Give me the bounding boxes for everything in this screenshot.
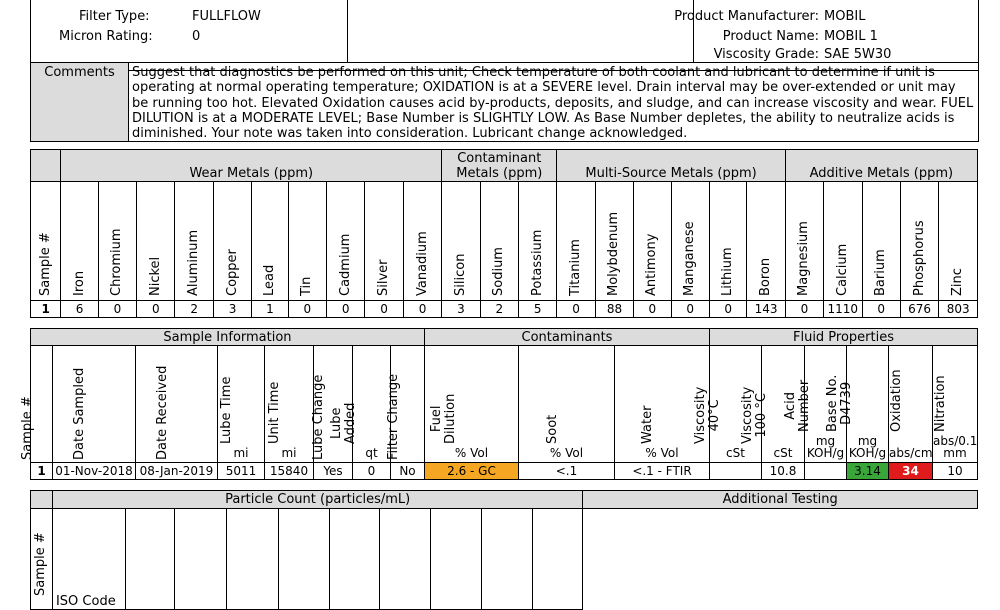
metal-lead-header-cell xyxy=(252,182,288,301)
particle-cell xyxy=(380,509,431,610)
value-lube-added: 0 xyxy=(353,463,391,480)
col-oxidation-unit: abs/cm xyxy=(889,446,933,461)
col-base-no-d4739-header-cell xyxy=(824,346,889,463)
metal-value-magnesium: 0 xyxy=(785,301,823,318)
metal-phosphorus-header-cell xyxy=(900,182,938,301)
particle-cell xyxy=(481,509,532,610)
particle-cell xyxy=(329,509,380,610)
metal-calcium-header-cell xyxy=(824,182,862,301)
col-soot-header-cell xyxy=(519,346,615,463)
particle-cell xyxy=(227,509,279,610)
col-filter-change-header: Filter Change xyxy=(385,373,401,460)
value-fuel-dilution: 2.6 - GC xyxy=(425,463,519,480)
contaminants-header: Contaminants xyxy=(425,329,710,346)
metal-titanium-header: Titanium xyxy=(568,239,584,296)
col-unit-time-unit: mi xyxy=(281,446,297,461)
particle-corner xyxy=(31,491,53,509)
metal-value-molybdenum: 88 xyxy=(595,301,633,318)
viscosity-grade-label: Viscosity Grade: xyxy=(713,47,819,62)
metal-sodium-header: Sodium xyxy=(491,247,507,296)
metal-tin-header-cell xyxy=(288,182,326,301)
metal-potassium-header-cell xyxy=(518,182,556,301)
iso-code-cell xyxy=(52,509,125,610)
product-name-label: Product Name: xyxy=(722,29,819,44)
col-base-no-d4739-header: Base No. D4739 xyxy=(824,374,854,432)
metal-value-sodium: 2 xyxy=(480,301,518,318)
particle-sample-header: Sample # xyxy=(33,532,49,596)
metal-value-tin: 0 xyxy=(288,301,326,318)
col-soot-header: Soot xyxy=(544,414,560,444)
viscosity-grade-value: SAE 5W30 xyxy=(824,47,892,62)
metal-value-aluminum: 2 xyxy=(175,301,213,318)
metal-value-manganese: 0 xyxy=(671,301,709,318)
metal-silicon-header-cell xyxy=(442,182,480,301)
metal-potassium-header: Potassium xyxy=(529,229,545,296)
col-filter-change-header-cell xyxy=(385,346,425,463)
blank-info-cell xyxy=(348,0,694,62)
additional-testing-body xyxy=(583,509,978,610)
col-fuel-dilution-header: Fuel Dilution xyxy=(428,393,458,444)
metal-copper-header-cell xyxy=(213,182,251,301)
manufacturer-value: MOBIL xyxy=(824,9,866,24)
metal-copper-header: Copper xyxy=(224,249,240,296)
value-soot: <.1 xyxy=(519,463,615,480)
metal-lithium-header: Lithium xyxy=(720,247,736,296)
filter-info xyxy=(31,0,348,62)
metal-nickel-header: Nickel xyxy=(147,256,163,296)
metal-titanium-header-cell xyxy=(557,182,595,301)
col-viscosity-40-c-unit: cSt xyxy=(726,446,745,461)
value-date-received: 08-Jan-2019 xyxy=(136,463,218,480)
metal-aluminum-header-cell xyxy=(175,182,213,301)
manufacturer-label: Product Manufacturer: xyxy=(674,9,819,24)
col-date-sampled-header: Date Sampled xyxy=(72,367,87,460)
product-info-panel xyxy=(30,0,979,71)
metal-iron-header-cell xyxy=(61,182,98,301)
metal-magnesium-header: Magnesium xyxy=(796,221,812,296)
col-water-header: Water xyxy=(640,405,655,444)
value-unit-time: 15840 xyxy=(265,463,314,480)
metal-magnesium-header-cell xyxy=(785,182,823,301)
col-date-sampled-header-cell xyxy=(53,346,136,463)
col-lube-time-unit: mi xyxy=(233,446,249,461)
metal-value-lithium: 0 xyxy=(709,301,746,318)
metal-value-calcium: 1110 xyxy=(824,301,862,318)
metal-value-antimony: 0 xyxy=(634,301,671,318)
metal-chromium-header-cell xyxy=(98,182,136,301)
metal-value-titanium: 0 xyxy=(557,301,595,318)
metal-nickel-header-cell xyxy=(137,182,175,301)
col-nitration-header-cell xyxy=(933,346,978,463)
particle-cell xyxy=(175,509,227,610)
contaminant-metals-header: Contaminant Metals (ppm) xyxy=(442,150,557,182)
comments-text: Suggest that diagnostics be performed on this unit; Check temperature of both coolant and lubricant to determine if unit is operating at normal operating temperature; OXIDATION is at a SEVERE level. Drain interval may be over-extended or unit may be running too hot. Elevated Oxidation causes acid by-products, deposits, and sludge, and can increase viscosity and wear. FUEL DILUTION is at a MODERATE LEVEL; Base Number is SLIGHTLY LOW. As Base Number depletes, the ability to neutralize acids is diminished. Your note was taken into consideration. Lubricant change acknowledged. xyxy=(132,65,974,142)
metal-value-nickel: 0 xyxy=(137,301,175,318)
col-viscosity-40-c-header: Viscosity 40°C xyxy=(692,386,722,444)
value-date-sampled: 01-Nov-2018 xyxy=(53,463,136,480)
metal-value-chromium: 0 xyxy=(98,301,136,318)
filter-type-value: FULLFLOW xyxy=(192,9,261,24)
col-nitration-unit: abs/0.1 mm xyxy=(933,433,978,461)
metal-antimony-header: Antimony xyxy=(644,233,660,296)
col-date-received-header: Date Received xyxy=(154,365,170,460)
metal-manganese-header: Manganese xyxy=(682,221,698,296)
metal-value-potassium: 5 xyxy=(518,301,556,318)
col-unit-time-header-cell xyxy=(265,346,314,463)
metal-zinc-header-cell xyxy=(939,182,978,301)
metals-sample-header: Sample # xyxy=(37,232,53,296)
col-lube-time-header-cell xyxy=(218,346,265,463)
particle-count-table xyxy=(30,490,978,610)
iso-code-label: ISO Code xyxy=(55,594,116,609)
micron-rating-label: Micron Rating: xyxy=(59,29,153,44)
fluid-properties-header: Fluid Properties xyxy=(710,329,978,346)
col-water-unit: % Vol xyxy=(645,446,679,461)
metal-boron-header: Boron xyxy=(758,257,774,296)
metal-silver-header-cell xyxy=(365,182,403,301)
col-lube-time-header: Lube Time xyxy=(219,376,234,444)
metal-cadmium-header-cell xyxy=(327,182,365,301)
metal-lead-header: Lead xyxy=(261,264,277,296)
value-nitration: 10 xyxy=(933,463,978,480)
product-name-value: MOBIL 1 xyxy=(824,29,878,44)
col-sample-header: Sample # xyxy=(19,396,35,460)
wear-metals-header: Wear Metals (ppm) xyxy=(61,150,442,182)
value-filter-change: No xyxy=(391,463,425,480)
metal-value-phosphorus: 676 xyxy=(900,301,938,318)
col-oxidation-header: Oxidation xyxy=(888,369,904,432)
col-fuel-dilution-header-cell xyxy=(425,346,519,463)
col-date-received-header-cell xyxy=(136,346,218,463)
metal-tin-header: Tin xyxy=(299,276,315,296)
metal-value-zinc: 803 xyxy=(939,301,978,318)
metals-table xyxy=(30,149,978,318)
particle-count-header: Particle Count (particles/mL) xyxy=(52,491,582,509)
col-acid-number-header: Acid Number xyxy=(782,379,812,432)
additional-testing-header: Additional Testing xyxy=(583,491,978,509)
metal-silicon-header: Silicon xyxy=(452,253,468,296)
metal-value-silver: 0 xyxy=(365,301,403,318)
micron-rating-value: 0 xyxy=(192,29,201,44)
col-lube-added-header: Lube Added xyxy=(328,402,358,444)
metal-lithium-header-cell xyxy=(709,182,746,301)
multi-source-metals-header: Multi-Source Metals (ppm) xyxy=(557,150,785,182)
metals-corner xyxy=(31,150,61,182)
metal-chromium-header: Chromium xyxy=(109,228,125,296)
col-nitration-header: Nitration xyxy=(933,375,948,432)
metal-value-iron: 6 xyxy=(61,301,98,318)
col-viscosity-100-c-unit: cSt xyxy=(773,446,793,461)
metal-value-copper: 3 xyxy=(213,301,251,318)
value-lube-time: 5011 xyxy=(218,463,265,480)
metal-value-silicon: 3 xyxy=(442,301,480,318)
col-soot-unit: % Vol xyxy=(549,446,584,461)
value-water: <.1 - FTIR xyxy=(615,463,710,480)
metal-vanadium-header: Vanadium xyxy=(414,231,430,296)
col-fuel-dilution-unit: % Vol xyxy=(454,446,489,461)
col-unit-time-header: Unit Time xyxy=(267,381,282,444)
particle-cell xyxy=(532,509,583,610)
particle-cell xyxy=(431,509,482,610)
metal-barium-header: Barium xyxy=(873,249,889,296)
metal-silver-header: Silver xyxy=(376,259,392,296)
particle-sample-header-cell xyxy=(31,509,53,610)
particle-cell xyxy=(278,509,329,610)
particle-cell xyxy=(125,509,175,610)
metal-vanadium-header-cell xyxy=(403,182,441,301)
comments-label: Comments xyxy=(31,63,129,141)
comments-section xyxy=(30,62,979,142)
metal-zinc-header: Zinc xyxy=(950,268,966,296)
filter-type-label: Filter Type: xyxy=(79,9,150,24)
metals-sample-header-cell xyxy=(31,182,61,301)
value-viscosity-100-c: 10.8 xyxy=(762,463,805,480)
metal-cadmium-header: Cadmium xyxy=(337,233,353,296)
col-lube-added-header-cell xyxy=(328,346,391,463)
value-viscosity-40-c xyxy=(710,463,762,480)
metal-value-boron: 143 xyxy=(747,301,785,318)
metal-manganese-header-cell xyxy=(671,182,709,301)
metal-phosphorus-header: Phosphorus xyxy=(911,220,927,296)
metal-value-barium: 0 xyxy=(862,301,900,318)
col-lube-added-unit: qt xyxy=(365,446,378,461)
additive-metals-header: Additive Metals (ppm) xyxy=(785,150,977,182)
metal-boron-header-cell xyxy=(747,182,785,301)
metal-value-vanadium: 0 xyxy=(403,301,441,318)
col-oxidation-header-cell xyxy=(889,346,933,463)
metal-calcium-header: Calcium xyxy=(834,243,850,296)
metal-molybdenum-header: Molybdenum xyxy=(606,211,622,296)
value-oxidation: 34 xyxy=(889,463,933,480)
metal-sodium-header-cell xyxy=(480,182,518,301)
value-base-no-d4739: 3.14 xyxy=(847,463,889,480)
col-sample-header-cell xyxy=(19,346,53,463)
col-lube-change-header: Lube Change xyxy=(311,374,326,460)
value-acid-number xyxy=(805,463,847,480)
col-base-no-d4739-unit: mg KOH/g xyxy=(848,433,887,461)
sample-info-table xyxy=(19,328,978,480)
metal-value-lead: 1 xyxy=(252,301,288,318)
metal-aluminum-header: Aluminum xyxy=(186,229,202,296)
col-acid-number-unit: mg KOH/g xyxy=(806,433,845,461)
metals-sample-number: 1 xyxy=(31,301,61,318)
value-sample: 1 xyxy=(31,463,53,480)
metal-barium-header-cell xyxy=(862,182,900,301)
sample-info-header: Sample Information xyxy=(31,329,425,346)
metal-iron-header: Iron xyxy=(71,270,87,296)
metal-value-cadmium: 0 xyxy=(327,301,365,318)
col-viscosity-100-c-header: Viscosity 100 °C xyxy=(740,386,769,444)
metal-molybdenum-header-cell xyxy=(595,182,633,301)
metal-antimony-header-cell xyxy=(634,182,671,301)
value-lube-change: Yes xyxy=(314,463,353,480)
